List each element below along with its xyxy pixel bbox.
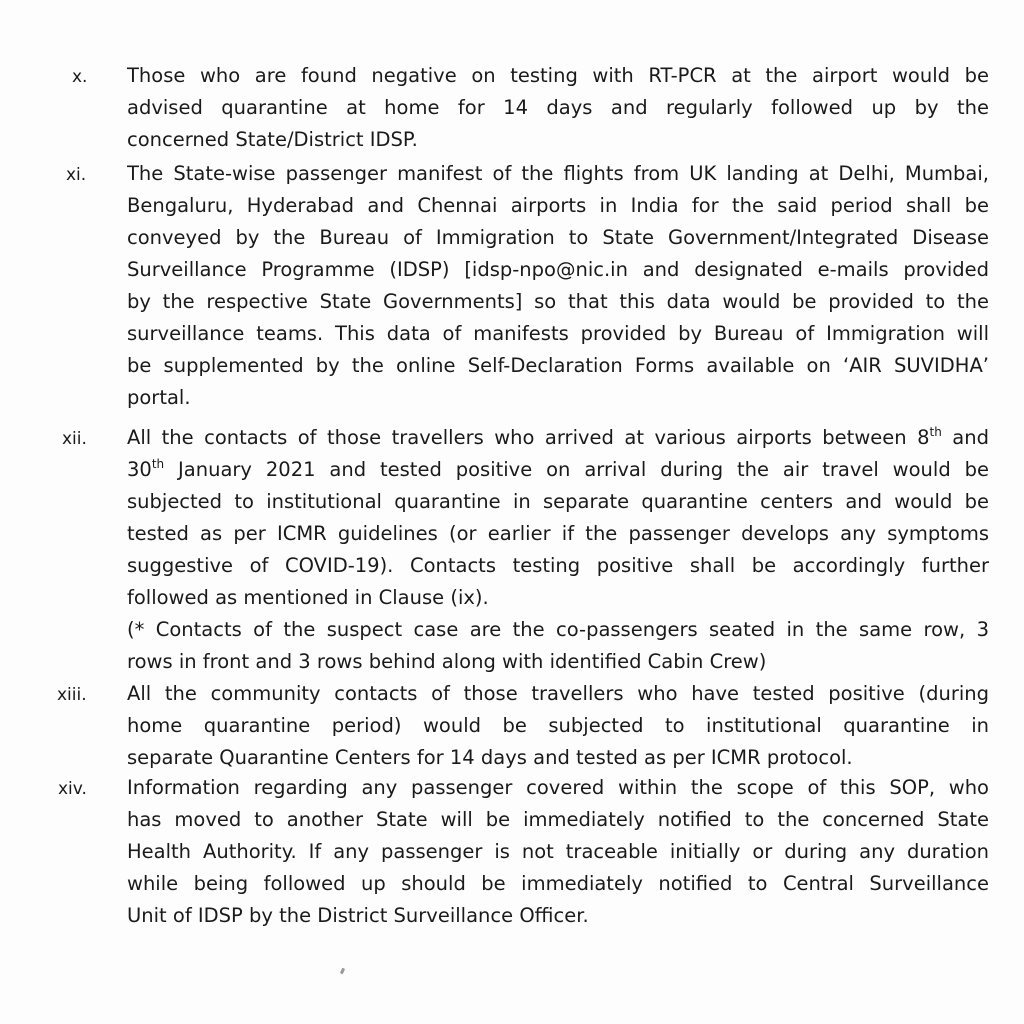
text-line: by the respective State Governments] so that this data would be provided to the [127,290,989,313]
text-line: All the community contacts of those travellers who have tested positive (during [127,682,989,705]
text-line: Unit of IDSP by the District Surveillance Officer. [127,904,589,927]
text-line: Those who are found negative on testing with RT-PCR at the airport would be [127,64,989,87]
clause-text [127,158,989,414]
line-text: All the contacts of those travellers who arrived at various airports between 8 [127,426,930,449]
clause-number: xii. [62,429,87,449]
line-text: January 2021 and tested positive on arrival during the air travel would be [164,458,989,481]
footnote-line: rows in front and 3 rows behind along with identified Cabin Crew) [127,650,767,673]
text-line: subjected to institutional quarantine in separate quarantine centers and would be [127,490,989,513]
scan-speck [340,968,345,975]
clause-text [127,60,989,156]
text-line: The State-wise passenger manifest of the flights from UK landing at Delhi, Mumbai, [127,162,989,185]
text-line: suggestive of COVID-19). Contacts testing positive shall be accordingly further [127,554,989,577]
text-line [127,454,989,486]
text-line [127,422,989,454]
clause-text [127,772,989,932]
text-line: Information regarding any passenger covered within the scope of this SOP, who [127,776,989,799]
text-line: Health Authority. If any passenger is not traceable initially or during any duration [127,840,989,863]
text-line: concerned State/District IDSP. [127,128,418,151]
text-line: surveillance teams. This data of manifests provided by Bureau of Immigration will [127,322,989,345]
clause-text [127,422,989,678]
clause-number: xi. [66,165,87,185]
text-line: portal. [127,386,191,409]
text-line: tested as per ICMR guidelines (or earlier if the passenger develops any symptoms [127,522,989,545]
text-line: Bengaluru, Hyderabad and Chennai airports in India for the said period shall be [127,194,989,217]
clause-number: xiv. [58,779,87,799]
text-line: followed as mentioned in Clause (ix). [127,586,489,609]
text-line: home quarantine period) would be subjected to institutional quarantine in [127,714,989,737]
clause-number: xiii. [57,685,87,705]
clause-number: x. [72,67,88,87]
ordinal-suffix: th [929,425,942,439]
text-line: separate Quarantine Centers for 14 days and tested as per ICMR protocol. [127,746,853,769]
line-text: 30 [127,458,152,481]
text-line: be supplemented by the online Self-Declaration Forms available on ‘AIR SUVIDHA’ [127,354,989,377]
line-text: and [941,426,989,449]
ordinal-suffix: th [151,457,165,471]
text-line: Surveillance Programme (IDSP) [idsp-npo@nic.in and designated e-mails provided [127,258,989,281]
text-line: has moved to another State will be immediately notified to the concerned State [127,808,989,831]
text-line: conveyed by the Bureau of Immigration to State Government/Integrated Disease [127,226,989,249]
footnote-line: (* Contacts of the suspect case are the co-passengers seated in the same row, 3 [127,618,989,641]
clause-text [127,678,989,774]
text-line: advised quarantine at home for 14 days and regularly followed up by the [127,96,989,119]
text-line: while being followed up should be immediately notified to Central Surveillance [127,872,989,895]
